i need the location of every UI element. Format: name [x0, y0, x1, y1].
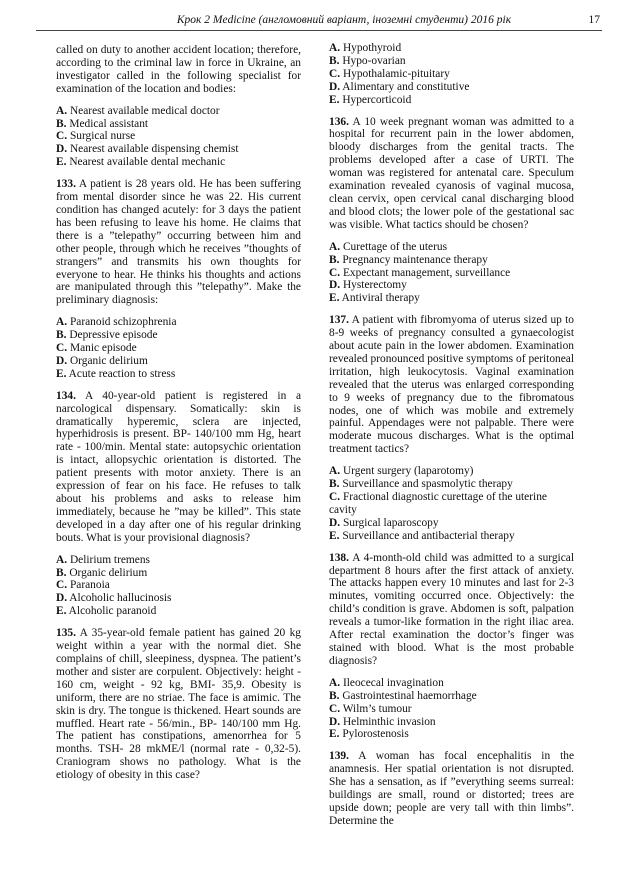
answer-options	[329, 42, 574, 107]
question-134	[56, 390, 301, 545]
question-text: A 4-month-old child was admitted to a surgical department 8 hours after the first attack of anxiety. The attacks happen every 10 minutes and last for 2-3 minutes, vomiting occurred once. Objectively: the child’s condition is grave. Abdomen is soft, palpation reveals a tumor-like formation in the right iliac area. After rectal examination the doctor’s finger was stained with blood. What is the most probable diagnosis?	[329, 551, 574, 667]
continuation-text: called on duty to another accident location; therefore, according to the criminal law in force in Ukraine, an investigator called in the following specialist for examination of the location and bodies:	[56, 44, 301, 95]
answer-option: B. Gastrointestinal haemorrhage	[329, 689, 477, 702]
answer-option: B. Organic delirium	[56, 566, 148, 579]
answer-option: C. Paranoia	[56, 579, 110, 592]
answer-option: D. Alimentary and constitutive	[329, 80, 470, 93]
answer-option: D. Hysterectomy	[329, 279, 407, 292]
answer-option: E. Nearest available dental mechanic	[56, 156, 226, 169]
answer-option: A. Paranoid schizophrenia	[56, 316, 177, 329]
answer-option: E. Acute reaction to stress	[56, 367, 176, 380]
answer-options	[329, 677, 574, 742]
question-number: 136.	[329, 115, 349, 128]
answer-option: D. Surgical laparoscopy	[329, 516, 439, 529]
answer-option: E. Pylorostenosis	[329, 728, 409, 741]
answer-option: C. Wilm’s tumour	[329, 702, 412, 715]
question-text: A 40-year-old patient is registered in a narcological dispensary. Somatically: skin is dramatically hyperemic, sclera are injected, hyperhidrosis is present. BP- 140/100 mm Hg, heart rate - 100/min. Mental state: autopsychic orientation is intact, allopsychic orientation is distorted. The patient presents with motor anxiety. There is an expression of fear on his face. He refuses to talk about his problems and asks to release him immediately, because he ”may be killed”. This state developed in a day after one of his regular drinking bouts. What is your provisional diagnosis?	[56, 389, 301, 544]
question-text: A patient is 28 years old. He has been suffering from mental disorder since he was 22. His current condition has changed acutely: for 3 days the patient has been refusing to leave his home. He claims that there is a ”telepathy” occurring between him and other people, through which he receives ”thoughts of strangers” and transmits his own thoughts for everyone to hear. He thinks his thoughts and actions are manipulated through this ”telepathy”. Make the preliminary diagnosis:	[56, 178, 301, 307]
answer-option: E. Surveillance and antibacterial therapy	[329, 529, 515, 542]
answer-option: B. Pregnancy maintenance therapy	[329, 253, 488, 266]
answer-option: C. Expectant management, surveillance	[329, 266, 511, 279]
question-text: A woman has focal encephalitis in the anamnesis. Her spatial orientation is not disrupted. She has a sensation, as if ”everything seems surreal: buildings are small, round or distorted; trees are upside down; people are very tall with thin limbs”. Determine the	[329, 750, 575, 827]
question-138	[329, 552, 574, 668]
answer-option: A. Nearest available medical doctor	[56, 104, 220, 117]
answer-option: B. Surveillance and spasmolytic therapy	[329, 478, 513, 491]
right-column	[329, 42, 574, 837]
answer-options	[56, 105, 301, 170]
question-text: A 35-year-old female patient has gained 20 kg weight within a year with the normal diet. She complains of chill, sleepiness, dyspnea. The patient’s mother and sister are corpulent. Objectively: height - 160 cm, weight - 92 kg, BMI- 35,9. Obesity is uniform, there are no striae. The face is amimic. The skin is dry. The tongue is thickened. Heart sounds are muffled. Heart rate - 56/min., BP- 140/100 mm Hg. The patient has constipations, amenorrhea for 5 months. TSH- 28 mkME/l (normal rate - 0,32-5). Craniogram shows no pathology. What is the etiology of obesity in this case?	[56, 627, 301, 782]
question-number: 139.	[329, 750, 349, 763]
question-text: A 10 week pregnant woman was admitted to a hospital for recurrent pain in the lower abdomen, bloody discharges from the genital tracts. The problems developed after a case of URTI. The woman was registered for antenatal care. Speculum examination revealed cyanosis of vaginal mucosa, clean cervix, open cervical canal discharging blood and blood clots; the lower pole of the gestational sac was visible. What tactics should be chosen?	[329, 115, 575, 231]
answer-option: A. Curettage of the uterus	[329, 240, 447, 253]
answer-option: B. Medical assistant	[56, 117, 149, 130]
question-133	[56, 178, 301, 307]
question-number: 134.	[56, 389, 76, 402]
question-135	[56, 627, 301, 782]
left-column	[56, 44, 301, 791]
answer-option: B. Depressive episode	[56, 329, 158, 342]
question-number: 137.	[329, 314, 349, 327]
answer-option: C. Manic episode	[56, 342, 137, 355]
answer-options	[329, 465, 574, 542]
question-text: A patient with fibromyoma of uterus sized up to 8-9 weeks of pregnancy consulted a gynaecologist about acute pain in the lower abdomen. Examination revealed pronounced positive symptoms of peritoneal irritation, high leukocytosis. Vaginal examination revealed that the uterus was enlarged corresponding to 9 weeks of pregnancy due to the fibromatous nodes, one of which was mobile and extremely painful. Appendages were not palpable. There were moderate mucous discharges. What is the optimal treatment tactics?	[329, 314, 574, 456]
question-number: 135.	[56, 627, 76, 640]
question-number: 133.	[56, 178, 76, 191]
question-137	[329, 314, 574, 456]
answer-option: A. Ileocecal invagination	[329, 676, 444, 689]
answer-option: D. Helminthic invasion	[329, 715, 436, 728]
answer-option: C. Hypothalamic-pituitary	[329, 67, 450, 80]
question-number: 138.	[329, 551, 349, 564]
answer-option: D. Nearest available dispensing chemist	[56, 143, 239, 156]
answer-options	[56, 554, 301, 619]
answer-option: A. Urgent surgery (laparotomy)	[329, 465, 474, 478]
answer-options	[329, 241, 574, 306]
page-header	[36, 14, 602, 31]
page-number: 17	[588, 14, 600, 26]
question-136	[329, 116, 574, 232]
answer-option: E. Hypercorticoid	[329, 93, 412, 106]
answer-option: E. Antiviral therapy	[329, 292, 420, 305]
running-header-title: Крок 2 Medicine (англомовний варіант, іноземні студенти) 2016 рік	[176, 14, 512, 26]
answer-option: A. Delirium tremens	[56, 553, 150, 566]
answer-option: D. Organic delirium	[56, 354, 148, 367]
answer-option: E. Alcoholic paranoid	[56, 605, 157, 618]
answer-option: A. Hypothyroid	[329, 42, 402, 54]
answer-option: D. Alcoholic hallucinosis	[56, 592, 172, 605]
answer-option: C. Surgical nurse	[56, 130, 136, 143]
answer-options	[56, 316, 301, 381]
answer-option: B. Hypo-ovarian	[329, 54, 406, 67]
question-139	[329, 750, 574, 827]
answer-option: C. Fractional diagnostic curettage of the uterine cavity	[329, 491, 547, 516]
